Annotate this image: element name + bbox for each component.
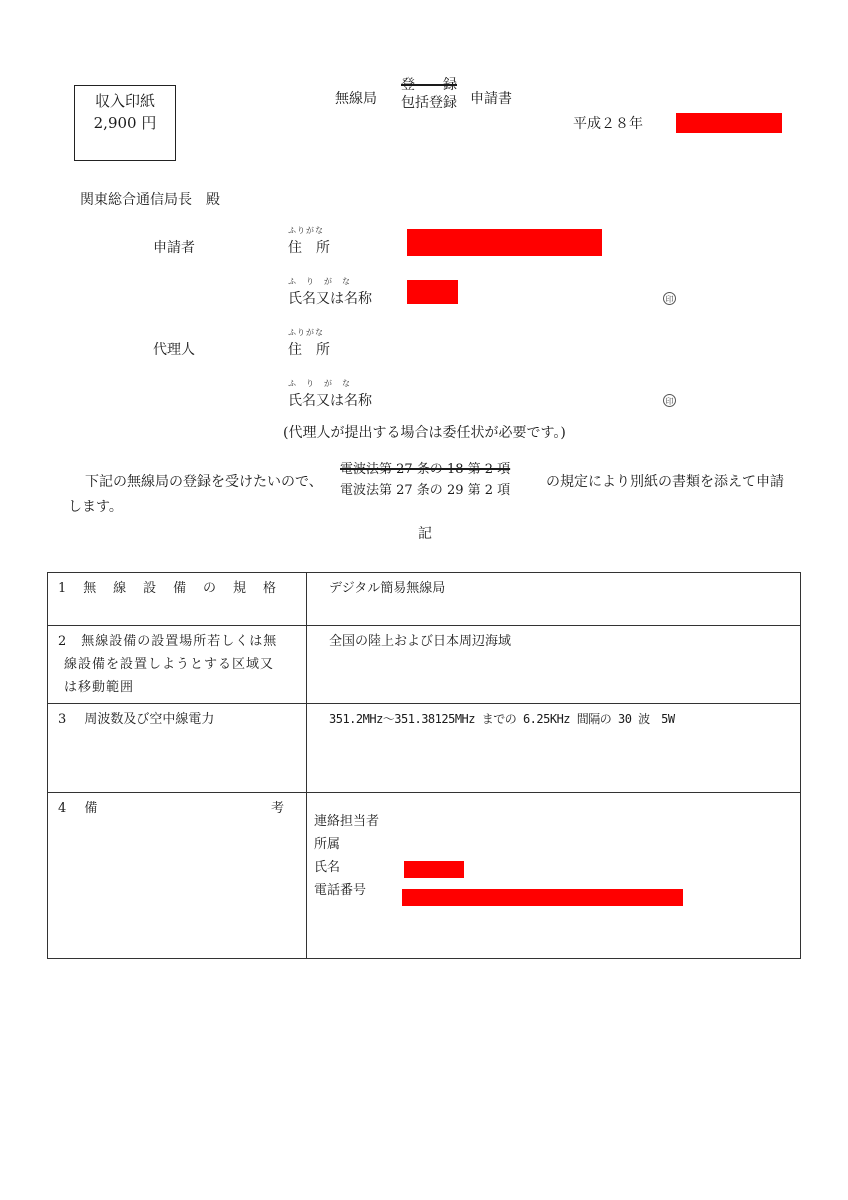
agent-name-label: 氏名又は名称 bbox=[288, 393, 372, 409]
agent-address-ruby: ふりがな bbox=[288, 328, 324, 337]
revenue-stamp-box bbox=[74, 85, 176, 161]
table-row bbox=[48, 573, 801, 626]
applicant-name-redaction bbox=[407, 280, 458, 304]
contact-heading: 連絡担当者 bbox=[314, 814, 380, 829]
date-redaction bbox=[676, 113, 782, 133]
agent-role-label: 代理人 bbox=[153, 342, 195, 358]
row2-value: 全国の陸上および日本周辺海域 bbox=[307, 626, 801, 704]
ki-heading: 記 bbox=[418, 526, 432, 542]
addressee: 関東総合通信局長 殿 bbox=[80, 192, 220, 208]
agent-name-ruby: ふ り が な bbox=[288, 379, 351, 388]
contact-affiliation-label: 所属 bbox=[314, 837, 341, 852]
applicant-address-ruby: ふりがな bbox=[288, 226, 324, 235]
stamp-amount: 2,900 円 bbox=[93, 114, 157, 132]
row2-label: 2 無線設備の設置場所若しくは無 線設備を設置しようとする区域又 は移動範囲 bbox=[48, 626, 307, 704]
body-tail: の規定により別紙の書類を添えて申請 bbox=[546, 474, 784, 490]
law-struck: 電波法第 27 条の 18 第 2 項 bbox=[340, 462, 511, 477]
applicant-name-label: 氏名又は名称 bbox=[288, 291, 372, 307]
row3-label: 3 周波数及び空中線電力 bbox=[48, 704, 307, 793]
contact-phone-label: 電話番号 bbox=[314, 883, 367, 898]
contact-name-redaction bbox=[404, 861, 464, 878]
applicant-address-label: 住 所 bbox=[288, 240, 330, 256]
row3-value: 351.2MHz～351.38125MHz までの 6.25KHz 間隔の 30 波 5W bbox=[307, 704, 801, 793]
row1-value: デジタル簡易無線局 bbox=[307, 573, 801, 626]
seal-icon: 印 bbox=[663, 394, 676, 407]
contact-phone-redaction bbox=[402, 889, 683, 906]
title-suffix: 申請書 bbox=[470, 91, 512, 107]
stamp-label: 収入印紙 bbox=[94, 92, 155, 110]
row4-label: 4 備 考 bbox=[48, 793, 307, 959]
row1-label: 1 無 線 設 備 の 規 格 bbox=[48, 573, 307, 626]
applicant-address-redaction bbox=[407, 229, 602, 256]
title-option-struck: 登 録 bbox=[401, 77, 457, 93]
table-row bbox=[48, 626, 801, 704]
applicant-name-ruby: ふ り が な bbox=[288, 277, 351, 286]
table-row bbox=[48, 704, 801, 793]
table-row bbox=[48, 793, 801, 959]
title-prefix: 無線局 bbox=[335, 91, 377, 107]
title-option-selected: 包括登録 bbox=[401, 95, 457, 111]
body-lead: 下記の無線局の登録を受けたいので、 bbox=[85, 474, 323, 490]
agent-note: (代理人が提出する場合は委任状が必要です。) bbox=[283, 425, 566, 441]
seal-icon: 印 bbox=[663, 292, 676, 305]
agent-address-label: 住 所 bbox=[288, 342, 330, 358]
law-selected: 電波法第 27 条の 29 第 2 項 bbox=[340, 483, 511, 498]
row4-value bbox=[307, 793, 801, 959]
applicant-role-label: 申請者 bbox=[153, 240, 195, 256]
contact-name-label: 氏名 bbox=[314, 860, 341, 875]
spec-table bbox=[47, 572, 801, 959]
date-era-year: 平成２８年 bbox=[573, 116, 643, 132]
body-tail2: します。 bbox=[68, 499, 123, 515]
